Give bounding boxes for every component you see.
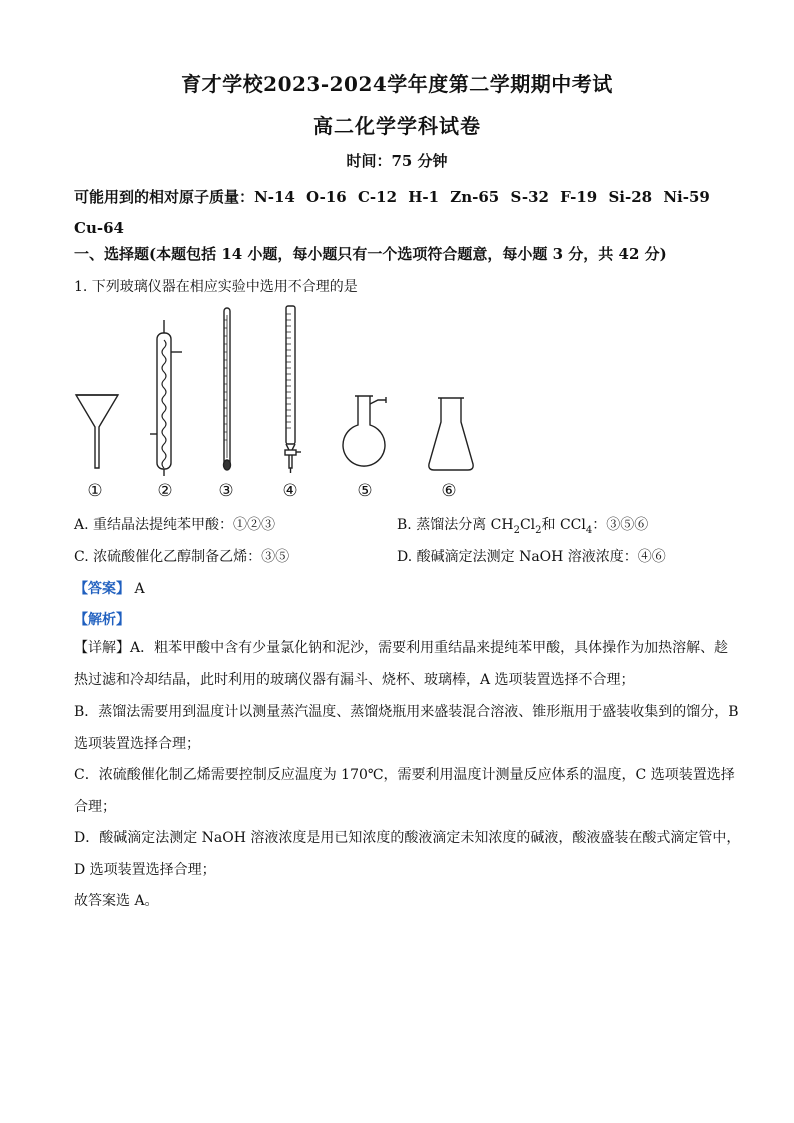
option-b-sub: 2: [513, 524, 520, 536]
funnel-icon: [76, 395, 118, 468]
condenser-icon: [150, 320, 182, 476]
explanation-d: D．酸碱滴定法测定 NaOH 溶液浓度是用已知浓度的酸液滴定未知浓度的碱液，酸液盛装在酸式滴定管中，D 选项装置选择合理；: [74, 830, 741, 878]
burette-icon: [285, 306, 301, 473]
atomic-masses: 可能用到的相对原子质量：N-14 O-16 C-12 H-1 Zn-65 S-32 F-19 Si-28 Ni-59 Cu-64: [74, 188, 710, 237]
option-b: [397, 514, 648, 536]
option-b-sub: 2: [535, 524, 542, 536]
answer-bracket: 【: [74, 581, 88, 597]
answer-value: A: [134, 581, 145, 597]
explanation-c: C．浓硫酸催化制乙烯需要控制反应温度为 170℃，需要利用温度计测量反应体系的温度，C 选项装置选择合理；: [74, 767, 735, 815]
analysis-line: [74, 609, 130, 629]
option-d: D. 酸碱滴定法测定 NaOH 溶液浓度：④⑥: [397, 549, 666, 565]
apparatus-label-2: ②: [157, 481, 173, 501]
apparatus-figure: [60, 300, 500, 510]
option-b-text: ：③⑤⑥: [592, 517, 649, 533]
option-b-text: 和 CCl: [541, 517, 586, 533]
answer-tag: 答案: [88, 581, 116, 597]
explanation-a: [74, 633, 742, 696]
apparatus-label-4: ④: [282, 481, 298, 501]
exam-time: 时间：75 分钟: [346, 152, 448, 170]
question-stem: 1. 下列玻璃仪器在相应实验中选用不合理的是: [74, 279, 358, 295]
explanation-conclusion: 故答案选 A。: [74, 893, 159, 909]
apparatus-label-1: ①: [87, 481, 103, 501]
section-heading: 一、选择题(本题包括 14 小题，每小题只有一个选项符合题意，每小题 3 分，共 42 分): [74, 245, 667, 263]
explanation-b: B．蒸馏法需要用到温度计以测量蒸汽温度、蒸馏烧瓶用来盛装混合溶液、锥形瓶用于盛装收集到的馏分，B 选项装置选择合理；: [74, 704, 739, 752]
explanation-a-text: A．粗苯甲酸中含有少量氯化钠和泥沙，需要利用重结晶来提纯苯甲酸，具体操作为加热溶解、趁热过滤和冷却结晶，此时利用的玻璃仪器有漏斗、烧杯、玻璃棒，A 选项装置选择不合理；: [74, 640, 729, 688]
option-b-sub: 4: [585, 524, 593, 536]
answer-bracket: 】: [116, 581, 130, 597]
apparatus-label-3: ③: [218, 481, 234, 501]
thermometer-icon: [224, 308, 231, 470]
apparatus-label-6: ⑥: [441, 481, 457, 501]
option-b-text: B. 蒸馏法分离 CH: [397, 517, 514, 533]
analysis-tag: 解析: [88, 612, 116, 628]
analysis-bracket: 】: [116, 612, 130, 628]
distilling-flask-icon: [343, 396, 386, 466]
detail-tag: 【详解】: [74, 640, 130, 656]
analysis-bracket: 【: [74, 612, 88, 628]
answer-line: [74, 578, 145, 598]
option-a: A. 重结晶法提纯苯甲酸：①②③: [74, 517, 276, 533]
option-c: C. 浓硫酸催化乙醇制备乙烯：③⑤: [74, 549, 290, 565]
apparatus-label-5: ⑤: [357, 481, 373, 501]
option-b-text: Cl: [519, 517, 536, 533]
conical-flask-icon: [429, 398, 473, 470]
exam-subtitle: 高二化学学科试卷: [313, 114, 481, 138]
exam-title: 育才学校2023-2024学年度第二学期期中考试: [181, 72, 613, 96]
